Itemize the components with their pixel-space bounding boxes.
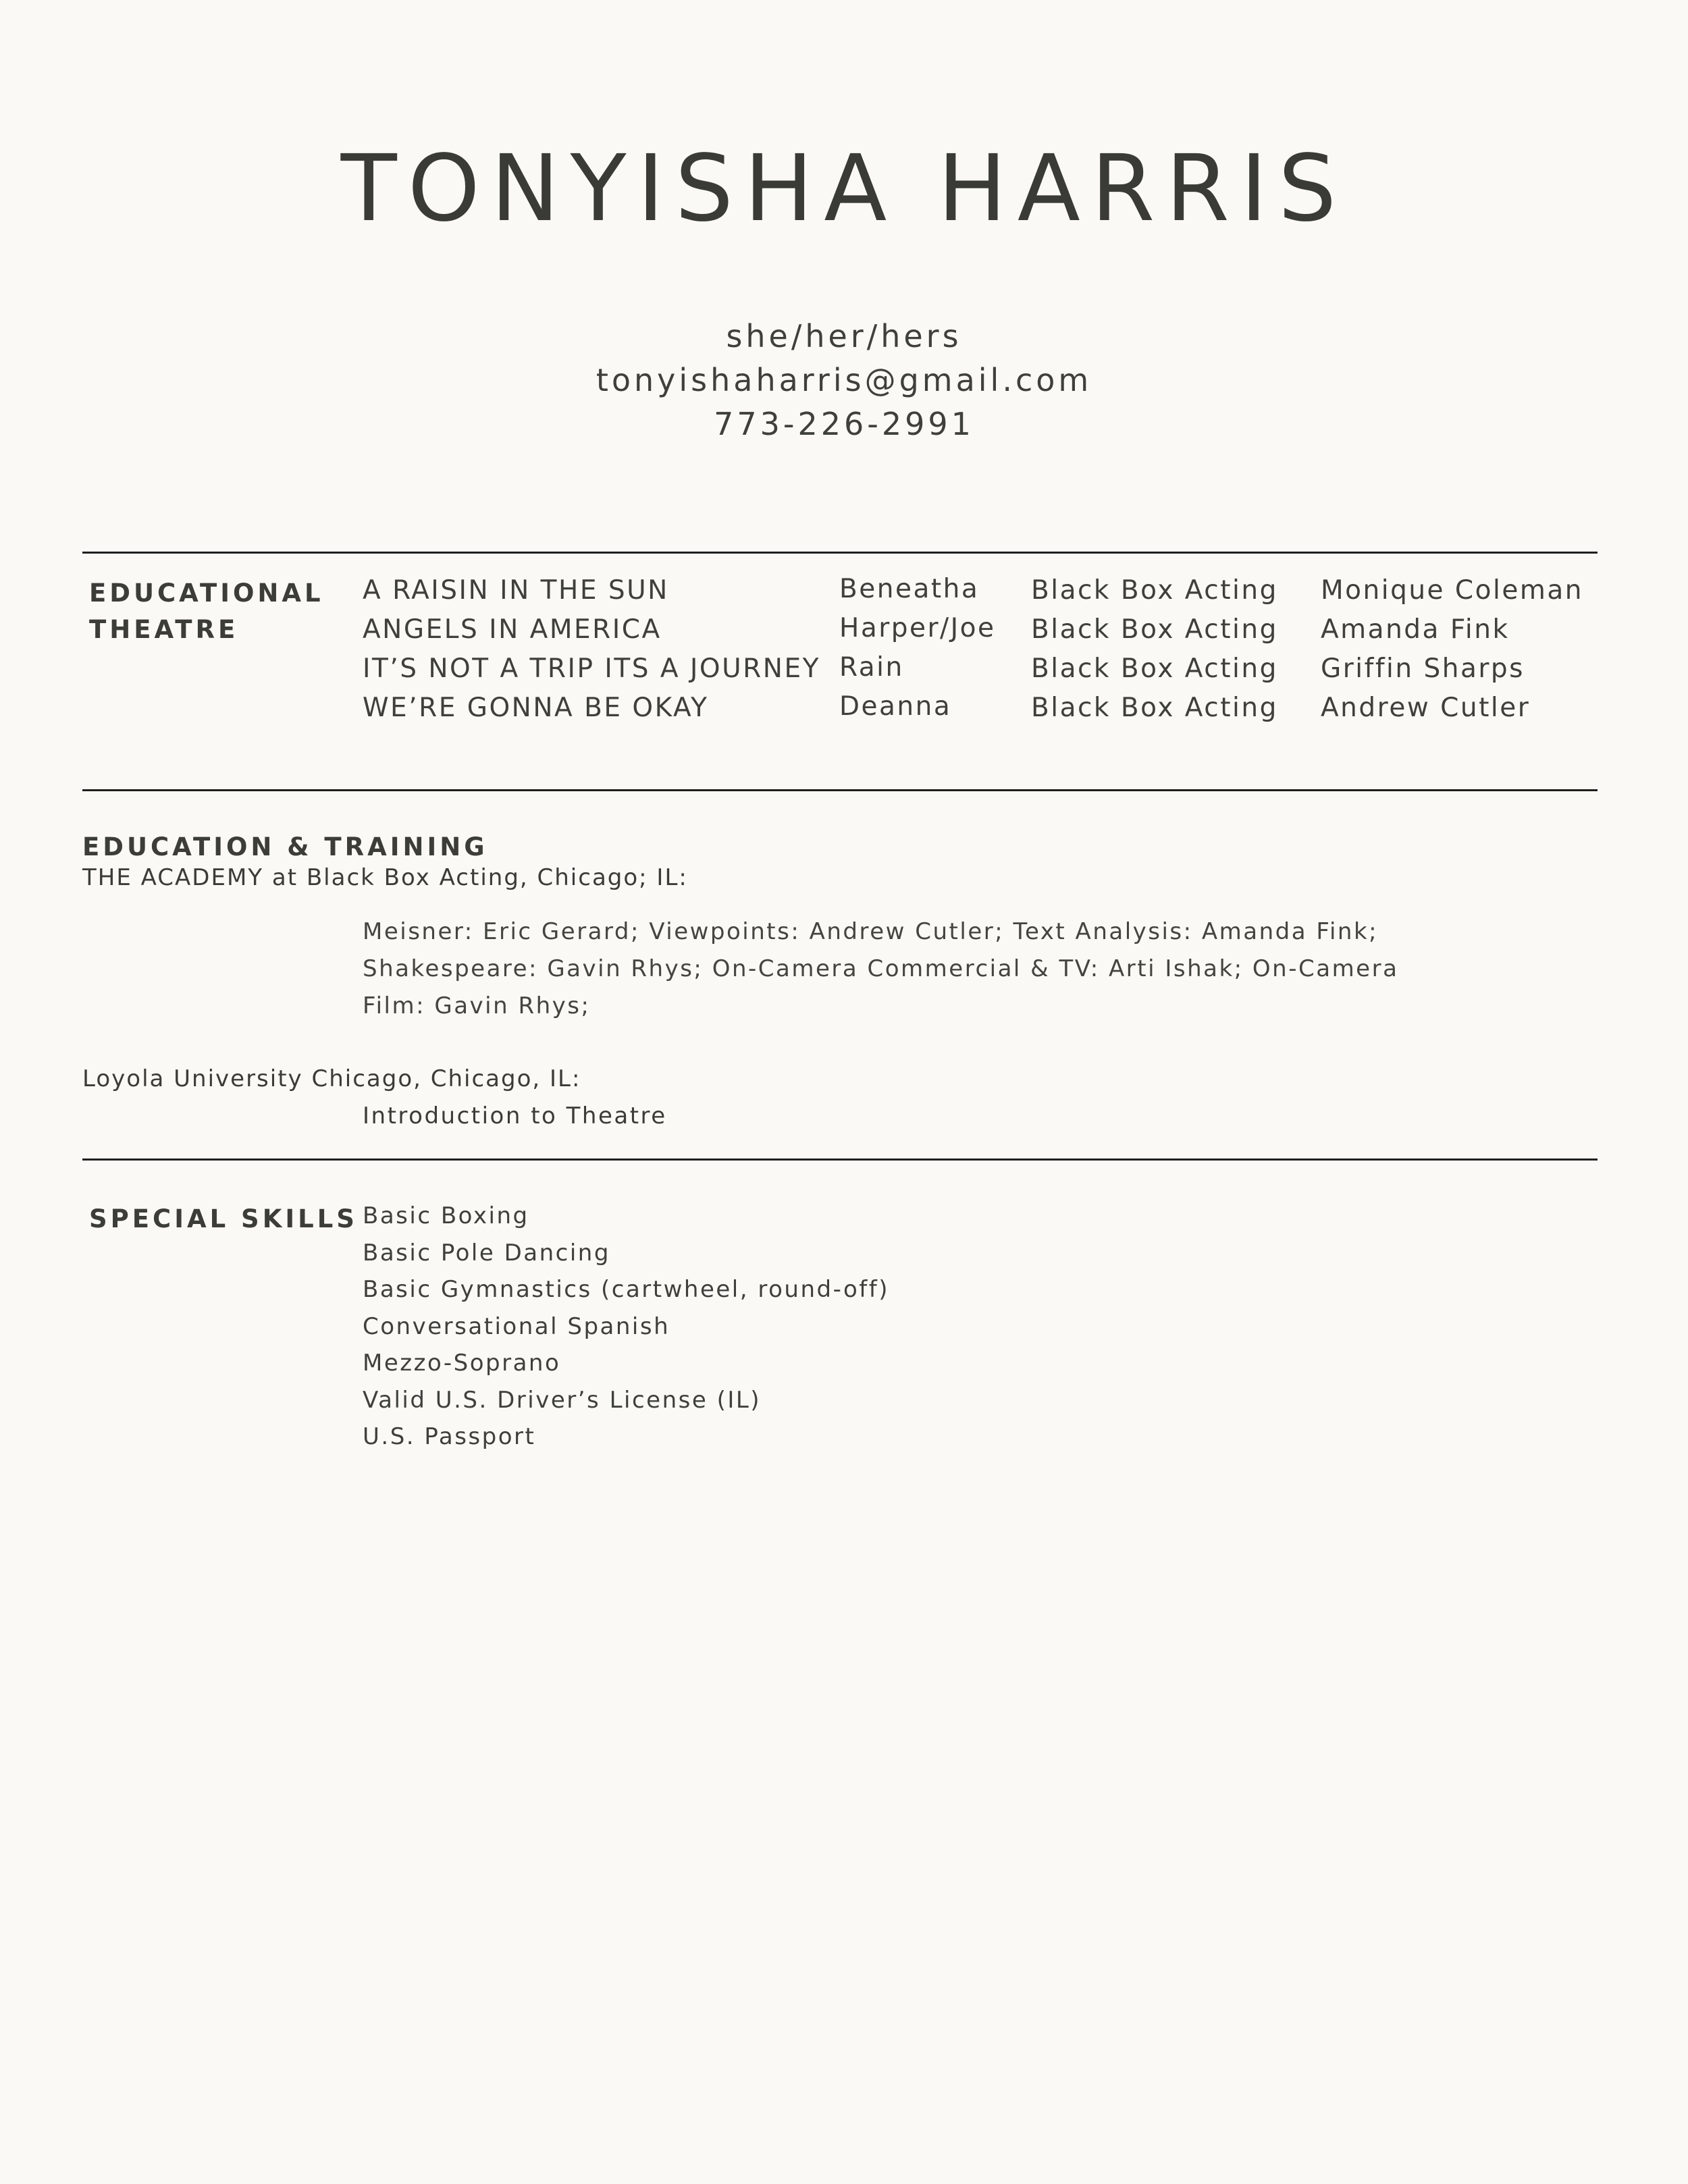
- role: Beneatha: [839, 574, 980, 604]
- theatre-company-column: [1031, 571, 1278, 728]
- show-title: IT’S NOT A TRIP ITS A JOURNEY: [363, 654, 820, 684]
- resume-name: TONYISHA HARRIS: [340, 136, 1348, 242]
- skills-list: [363, 1198, 889, 1456]
- skill-item: Basic Boxing: [363, 1202, 529, 1229]
- divider: [82, 789, 1598, 791]
- theatre-heading: [89, 575, 324, 648]
- director: Amanda Fink: [1321, 614, 1510, 645]
- theatre-title-column: [363, 571, 820, 728]
- skill-item: U.S. Passport: [363, 1423, 536, 1450]
- company: Black Box Acting: [1031, 654, 1278, 684]
- university-course: Introduction to Theatre: [363, 1102, 667, 1129]
- skill-item: Basic Pole Dancing: [363, 1239, 610, 1267]
- divider: [82, 552, 1598, 554]
- pronouns: she/her/hers: [726, 318, 962, 354]
- theatre-heading-line1: EDUCATIONAL: [89, 579, 324, 608]
- theatre-role-column: [839, 570, 996, 726]
- skill-item: Basic Gymnastics (cartwheel, round-off): [363, 1276, 889, 1303]
- education-heading: EDUCATION & TRAINING: [82, 832, 488, 861]
- skill-item: Valid U.S. Driver’s License (IL): [363, 1386, 762, 1414]
- skill-item: Mezzo-Soprano: [363, 1350, 561, 1377]
- email: tonyishaharris@gmail.com: [596, 362, 1092, 398]
- show-title: A RAISIN IN THE SUN: [363, 575, 669, 606]
- director: Griffin Sharps: [1321, 654, 1525, 684]
- role: Harper/Joe: [839, 613, 996, 643]
- academy-name: THE ACADEMY at Black Box Acting, Chicago; IL:: [82, 864, 688, 891]
- phone: 773-226-2991: [714, 406, 974, 442]
- company: Black Box Acting: [1031, 575, 1278, 606]
- show-title: ANGELS IN AMERICA: [363, 614, 662, 645]
- university-name: Loyola University Chicago, Chicago, IL:: [82, 1065, 581, 1092]
- company: Black Box Acting: [1031, 693, 1278, 723]
- skills-heading: SPECIAL SKILLS: [89, 1204, 358, 1233]
- role: Rain: [839, 652, 904, 683]
- theatre-director-column: [1321, 571, 1583, 728]
- company: Black Box Acting: [1031, 614, 1278, 645]
- academy-courses: Meisner: Eric Gerard; Viewpoints: Andrew Cutler; Text Analysis: Amanda Fink; Shakespeare: Gavin Rhys; On-Camera Commercial & TV: Arti Ishak; On-Camera Film: Gavin Rhys;: [363, 918, 1399, 1019]
- show-title: WE’RE GONNA BE OKAY: [363, 693, 709, 723]
- role: Deanna: [839, 691, 952, 722]
- theatre-heading-line2: THEATRE: [89, 615, 239, 644]
- director: Andrew Cutler: [1321, 693, 1531, 723]
- skill-item: Conversational Spanish: [363, 1312, 670, 1340]
- director: Monique Coleman: [1321, 575, 1583, 606]
- divider: [82, 1158, 1598, 1161]
